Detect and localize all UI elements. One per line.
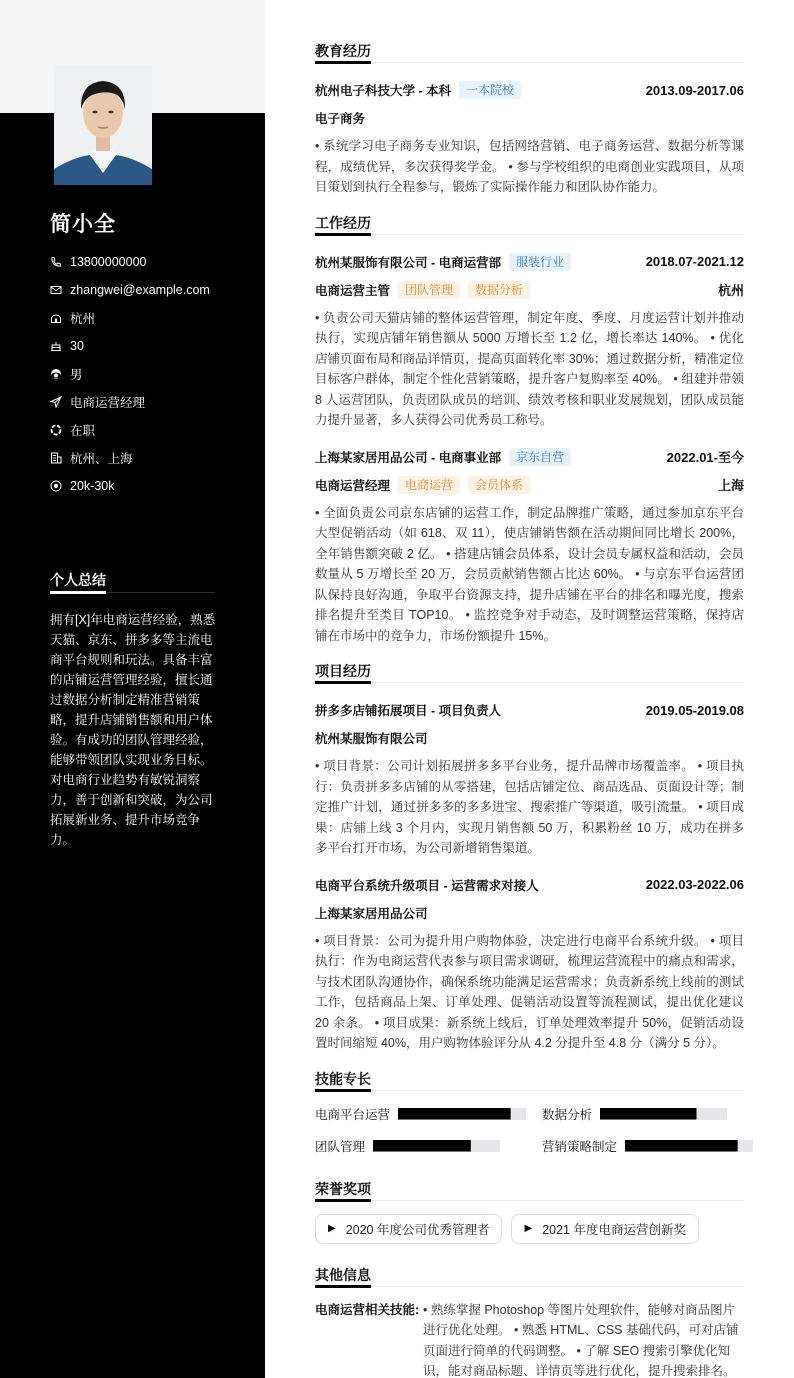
building-icon [50, 452, 62, 464]
salary-value: 20k-30k [70, 479, 115, 493]
section-divider [315, 682, 744, 683]
skill-bar-fill [373, 1140, 471, 1152]
candidate-name: 简小全 [50, 213, 116, 236]
work-description: • 负责公司天猫店铺的整体运营管理，制定年度、季度、月度运营计划并推动执行，实现店铺年销售额从 5000 万增长至 1.2 亿，增长率达 140%。 • 优化店铺页面布局和商品详情页，提高页面转化率 30%；通过数据分析，精准定位目标客户群体，制定个性化营销策略，提升客户复购率至 40%。 • 组建并带领 8 人运营团队，负责团队成员的培训、绩效考核和职业发展规划，团队成员能力提升显著，多人获得公司优秀员工称号。 [315, 310, 744, 427]
section-title: 其他信息 [315, 1266, 371, 1283]
work-header-row [315, 248, 744, 276]
school-tag: 一本院校 [459, 81, 521, 99]
skill-bar [625, 1140, 753, 1152]
education-item [315, 76, 744, 198]
skill-item [315, 1136, 526, 1156]
project-company: 杭州某服饰有限公司 [315, 732, 428, 746]
school-name: 杭州电子科技大学 - 本科 [315, 84, 452, 98]
projects-section [315, 658, 744, 1054]
education-section [315, 38, 744, 198]
other-info-key: 电商运营相关技能: [315, 1302, 420, 1317]
section-title: 项目经历 [315, 663, 371, 679]
award-item[interactable] [511, 1214, 698, 1244]
skill-item [542, 1104, 753, 1124]
skill-name: 营销策略制定 [542, 1139, 618, 1154]
play-triangle-icon: ▶ [328, 1223, 336, 1234]
section-divider [315, 1200, 744, 1201]
info-city [50, 444, 250, 472]
section-title: 荣誉奖项 [315, 1180, 371, 1197]
skill-item [542, 1136, 753, 1156]
skill-bar [398, 1108, 526, 1120]
education-header-row [315, 76, 744, 104]
work-header-row [315, 443, 744, 471]
awards-section [315, 1176, 744, 1244]
role-tag: 数据分析 [468, 281, 530, 299]
skill-name: 数据分析 [542, 1107, 593, 1122]
skill-name: 团队管理 [315, 1139, 366, 1154]
age-value: 30 [70, 339, 84, 353]
section-header [315, 1176, 744, 1202]
section-header [315, 1066, 744, 1092]
work-date: 2018.07-2021.12 [645, 254, 744, 269]
section-divider [315, 234, 744, 235]
location-value: 杭州 [70, 312, 96, 326]
contact-info-list [50, 248, 250, 500]
award-item[interactable] [315, 1214, 502, 1244]
section-header [315, 658, 744, 684]
industry-tag: 京东自营 [509, 448, 571, 466]
education-date: 2013.09-2017.06 [645, 82, 744, 98]
section-header [315, 1262, 744, 1288]
skills-section [315, 1066, 744, 1156]
work-date: 2022.01-至今 [666, 450, 744, 465]
awards-list [315, 1214, 744, 1244]
main-content [315, 38, 744, 1378]
project-date: 2019.05-2019.08 [645, 702, 744, 718]
phone-icon [50, 256, 62, 268]
other-section [315, 1262, 744, 1378]
work-city: 上海 [717, 478, 744, 493]
role-tag: 电商运营 [398, 476, 460, 494]
project-header-row [315, 871, 744, 899]
project-description: • 项目背景：公司计划拓展拼多多平台业务，提升品牌市场覆盖率。 • 项目执行：负责拼多多店铺的从零搭建，包括店铺定位、商品选品、页面设计等；制定推广计划，通过拼多多的多多进宝、搜索推广等渠道，吸引流量。 • 项目成果：店铺上线 3 个月内，实现月销售额 50 万，积累粉丝 10 万，成功在拼多多平台打开市场，为公司新增销售渠道。 [315, 759, 744, 855]
industry-tag: 服装行业 [509, 253, 571, 271]
info-status [50, 416, 250, 444]
status-value: 在职 [70, 424, 96, 438]
gender-value: 男 [70, 368, 83, 382]
project-item [315, 696, 744, 859]
avatar-portrait-icon [54, 65, 152, 185]
section-divider [315, 62, 744, 63]
project-name: 电商平台系统升级项目 - 运营需求对接人 [315, 878, 539, 893]
info-phone [50, 248, 250, 276]
skill-item [315, 1104, 526, 1124]
company-name: 杭州某服饰有限公司 - 电商运营部 [315, 255, 502, 270]
section-header [315, 38, 744, 64]
salary-icon [50, 480, 62, 492]
project-item [315, 871, 744, 1054]
role-title: 电商运营经理 [315, 478, 391, 493]
project-date: 2022.03-2022.06 [645, 877, 744, 892]
section-underline [315, 1285, 371, 1288]
work-item [315, 443, 744, 647]
section-header [315, 210, 744, 236]
skill-bar-fill [625, 1140, 738, 1152]
info-job [50, 388, 250, 416]
skill-bar [600, 1108, 727, 1120]
email-value: zhangwei@example.com [70, 283, 210, 297]
section-underline [315, 61, 371, 64]
section-underline [315, 1199, 371, 1202]
section-underline [315, 1089, 371, 1092]
section-divider [315, 1286, 744, 1287]
job-value: 电商运营经理 [70, 396, 146, 410]
section-title: 工作经历 [315, 214, 371, 231]
other-info-value: • 熟练掌握 Photoshop 等图片处理软件，能够对商品图片进行优化处理。 • 熟悉 HTML、CSS 基础代码，可对店铺页面进行简单的代码调整。 • 了解 SEO 搜索引擎优化知识，能对商品标题、详情页等进行优化，提升搜索排名。 [423, 1302, 739, 1378]
role-tag: 团队管理 [398, 281, 460, 299]
project-header-row [315, 696, 744, 724]
info-salary [50, 472, 250, 500]
other-info-row [315, 1300, 744, 1378]
project-name: 拼多多店铺拓展项目 - 项目负责人 [315, 704, 502, 718]
skill-bar-fill [600, 1108, 697, 1120]
mail-icon [50, 284, 62, 296]
skill-bar [373, 1140, 500, 1152]
play-triangle-icon: ▶ [524, 1223, 533, 1234]
award-label: 2021 年度电商运营创新奖 [542, 1222, 686, 1237]
section-underline [315, 233, 371, 236]
major-row [315, 104, 744, 132]
work-city: 杭州 [717, 283, 744, 298]
role-tag: 会员体系 [468, 476, 530, 494]
work-description: • 全面负责公司京东店铺的运营工作，制定品牌推广策略，通过参加京东平台大型促销活动（如 618、双 11），使店铺销售额在活动期间同比增长 200%，全年销售额突破 2 亿。 • 搭建店铺会员体系，设计会员专属权益和活动，会员数量从 5 万增长至 20 万，会员贡献销售额占比达 60%。 • 与京东平台运营团队保持良好沟通，争取平台资源支持，提升店铺在平台的排名和曝光度，搜索排名提升至类目 TOP10。 • 监控竞争对手动态，及时调整运营策略，保持店铺在市场中的竞争力，市场份额提升 15%。 [315, 505, 744, 643]
cake-icon [50, 340, 62, 352]
info-age [50, 332, 250, 360]
section-title: 教育经历 [315, 43, 371, 59]
summary-text: 拥有[X]年电商运营经验，熟悉天猫、京东、拼多多等主流电商平台规则和玩法。具备丰富的店铺运营管理经验，擅长通过数据分析制定精准营销策略，提升店铺销售额和用户体验。有成功的团队管理经验，能够带领团队实现业务目标。对电商行业趋势有敏锐洞察力，善于创新和突破，为公司拓展新业务、提升市场竞争力。 [50, 613, 216, 847]
skill-bar-fill [398, 1108, 511, 1120]
project-description: • 项目背景：公司为提升用户购物体验，决定进行电商平台系统升级。 • 项目执行：作为电商运营代表参与项目需求调研，梳理运营流程中的痛点和需求，与技术团队沟通协作，确保系统功能满足运营需求；负责新系统上线前的测试工作，包括商品上架、订单处理、促销活动设置等流程测试，提出优化建议 20 余条。 • 项目成果：新系统上线后，订单处理效率提升 50%，促销活动设置时间缩短 40%，用户购物体验评分从 4.2 分提升至 4.8 分（满分 5 分）。 [315, 933, 744, 1050]
project-company-row [315, 724, 744, 752]
skills-grid [315, 1104, 744, 1156]
avatar [54, 65, 152, 185]
section-underline [315, 681, 371, 684]
role-title: 电商运营主管 [315, 283, 391, 298]
info-email [50, 276, 250, 304]
lifebuoy-icon [50, 424, 62, 436]
info-gender [50, 360, 250, 388]
city-value: 杭州、上海 [70, 452, 133, 466]
summary-title: 个人总结 [50, 572, 106, 588]
work-section [315, 210, 744, 647]
gender-icon [50, 368, 62, 380]
home-icon [50, 312, 62, 324]
section-divider [315, 1090, 744, 1091]
major-name: 电子商务 [315, 112, 366, 126]
info-location [50, 304, 250, 332]
project-company-row [315, 899, 744, 927]
skill-name: 电商平台运营 [315, 1107, 391, 1122]
role-row [315, 471, 744, 499]
role-row [315, 276, 744, 304]
work-item [315, 248, 744, 431]
paper-plane-icon [50, 396, 62, 408]
project-company: 上海某家居用品公司 [315, 906, 428, 921]
education-description: • 系统学习电子商务专业知识，包括网络营销、电子商务运营、数据分析等课程，成绩优异，多次获得奖学金。 • 参与学校组织的电商创业实践项目，从项目策划到执行全程参与，锻炼了实际操作能力和团队协作能力。 [315, 139, 744, 194]
summary-title-underline [50, 591, 106, 594]
section-title: 技能专长 [315, 1070, 371, 1087]
sidebar [0, 0, 265, 1378]
company-name: 上海某家居用品公司 - 电商事业部 [315, 450, 502, 465]
phone-value: 13800000000 [70, 255, 147, 269]
award-label: 2020 年度公司优秀管理者 [345, 1222, 490, 1237]
